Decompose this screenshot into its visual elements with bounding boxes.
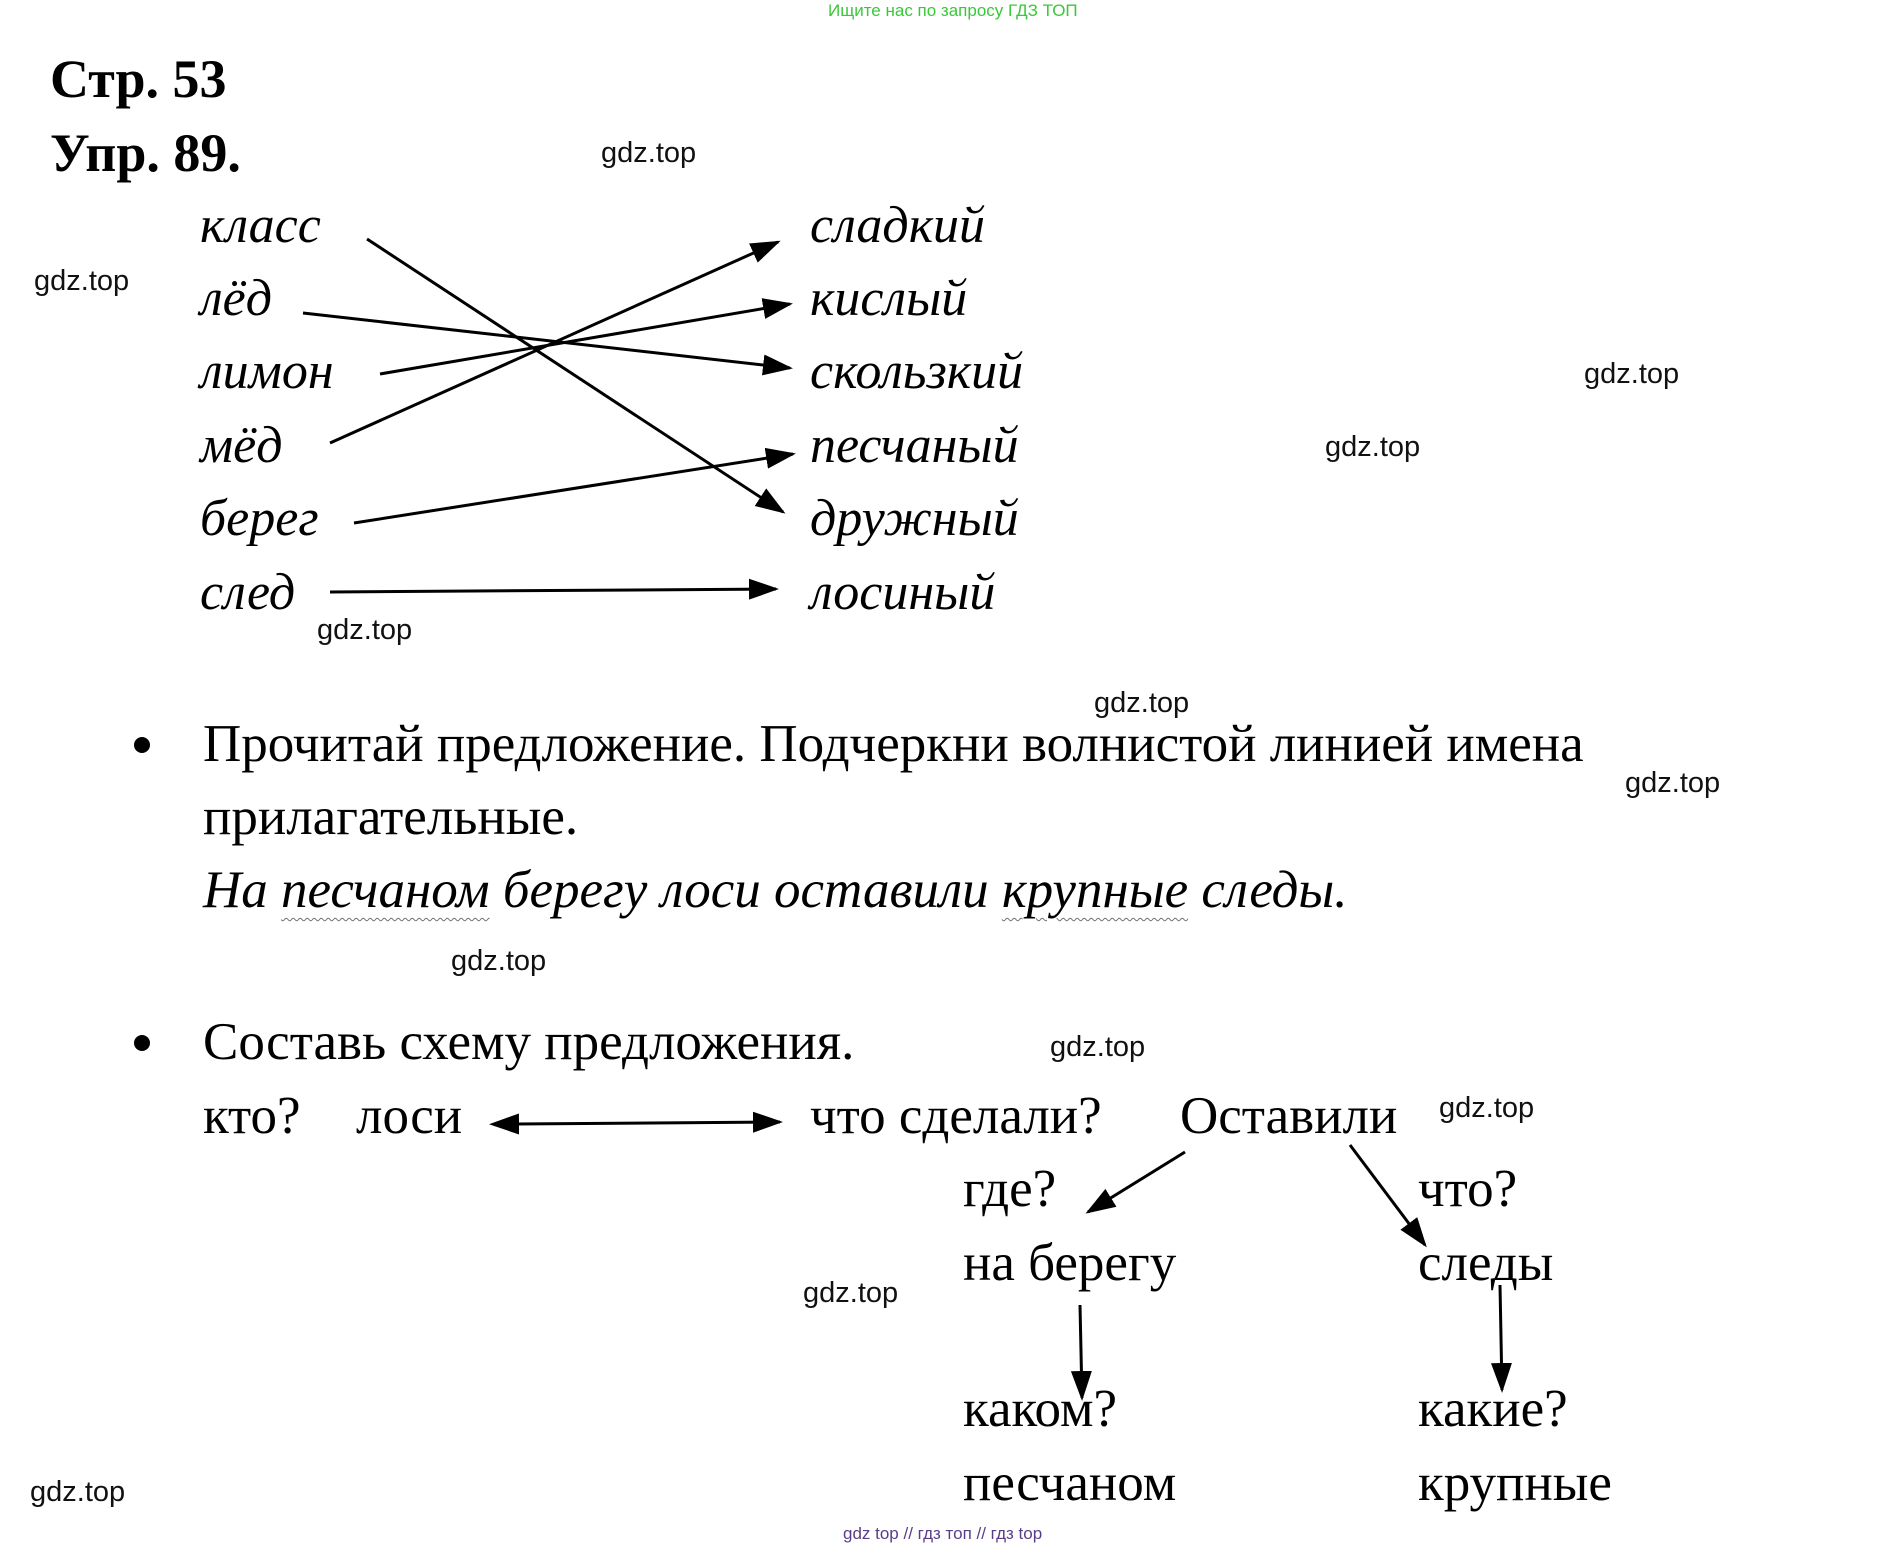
- watermark: gdz.top: [803, 1277, 899, 1309]
- question-which2: какие?: [1418, 1380, 1568, 1438]
- subject-predicate-arrow: [516, 1122, 780, 1124]
- subject-word: лоси: [356, 1087, 463, 1145]
- what-arrow: [1350, 1145, 1425, 1245]
- match-arrow: [330, 589, 776, 592]
- left-word: лёд: [200, 270, 273, 327]
- question-which1: каком?: [963, 1380, 1118, 1438]
- page-number: Стр. 53: [50, 49, 227, 109]
- what-word: следы: [1418, 1234, 1554, 1292]
- exercise-number: Упр. 89.: [50, 123, 241, 183]
- match-arrow: [380, 304, 790, 374]
- match-arrow: [367, 239, 783, 512]
- left-word: лимон: [200, 343, 334, 400]
- sentence-part: На: [203, 861, 282, 919]
- adjective-underlined: песчаном: [281, 861, 490, 919]
- right-word: скользкий: [810, 343, 1024, 400]
- which2-arrow: [1500, 1285, 1502, 1390]
- which1-word: песчаном: [963, 1454, 1177, 1512]
- question-subject: кто?: [203, 1087, 301, 1145]
- watermark: gdz.top: [1439, 1092, 1535, 1124]
- watermark: gdz.top: [1050, 1031, 1146, 1063]
- watermark: gdz.top: [1325, 431, 1421, 463]
- sentence-part: берегу лоси оставили: [489, 861, 1002, 919]
- question-where: где?: [963, 1160, 1057, 1218]
- where-arrow: [1088, 1152, 1185, 1212]
- task1-instruction-line1: Прочитай предложение. Подчеркни волнистой линией имена: [203, 715, 1584, 773]
- task2-instruction: Составь схему предложения.: [203, 1013, 855, 1071]
- watermark: gdz.top: [1094, 687, 1190, 719]
- example-sentence: [203, 861, 1348, 919]
- watermark: gdz.top: [1625, 767, 1721, 799]
- task1-instruction-line2: прилагательные.: [203, 788, 579, 846]
- right-word: песчаный: [810, 417, 1019, 474]
- predicate-word: Оставили: [1180, 1087, 1398, 1145]
- watermark: gdz.top: [34, 265, 130, 297]
- which2-word: крупные: [1418, 1454, 1612, 1512]
- question-what: что?: [1418, 1160, 1518, 1218]
- right-word: дружный: [810, 490, 1019, 547]
- match-arrow: [330, 242, 778, 443]
- watermark: gdz.top: [30, 1476, 126, 1508]
- left-word: класс: [200, 197, 321, 254]
- right-word: сладкий: [810, 197, 986, 254]
- left-word: след: [200, 564, 296, 621]
- match-arrow: [354, 454, 793, 523]
- watermark: gdz.top: [451, 945, 547, 977]
- watermark: gdz.top: [1584, 358, 1680, 390]
- watermark: gdz.top: [317, 614, 413, 646]
- left-word: берег: [200, 490, 319, 547]
- search-banner: Ищите нас по запросу ГДЗ ТОП: [828, 1, 1078, 20]
- footer-watermark: gdz top // гдз топ // гдз top: [843, 1524, 1043, 1543]
- match-arrow: [303, 313, 790, 368]
- question-predicate: что сделали?: [810, 1087, 1102, 1145]
- adjective-underlined: крупные: [1001, 861, 1189, 919]
- right-word: лосиный: [810, 564, 996, 621]
- watermark: gdz.top: [601, 137, 697, 169]
- right-word: кислый: [810, 270, 968, 327]
- left-word: мёд: [200, 417, 283, 474]
- bullet: [134, 737, 150, 753]
- sentence-part: следы.: [1188, 861, 1348, 919]
- bullet: [134, 1035, 150, 1051]
- where-phrase: на берегу: [963, 1234, 1177, 1292]
